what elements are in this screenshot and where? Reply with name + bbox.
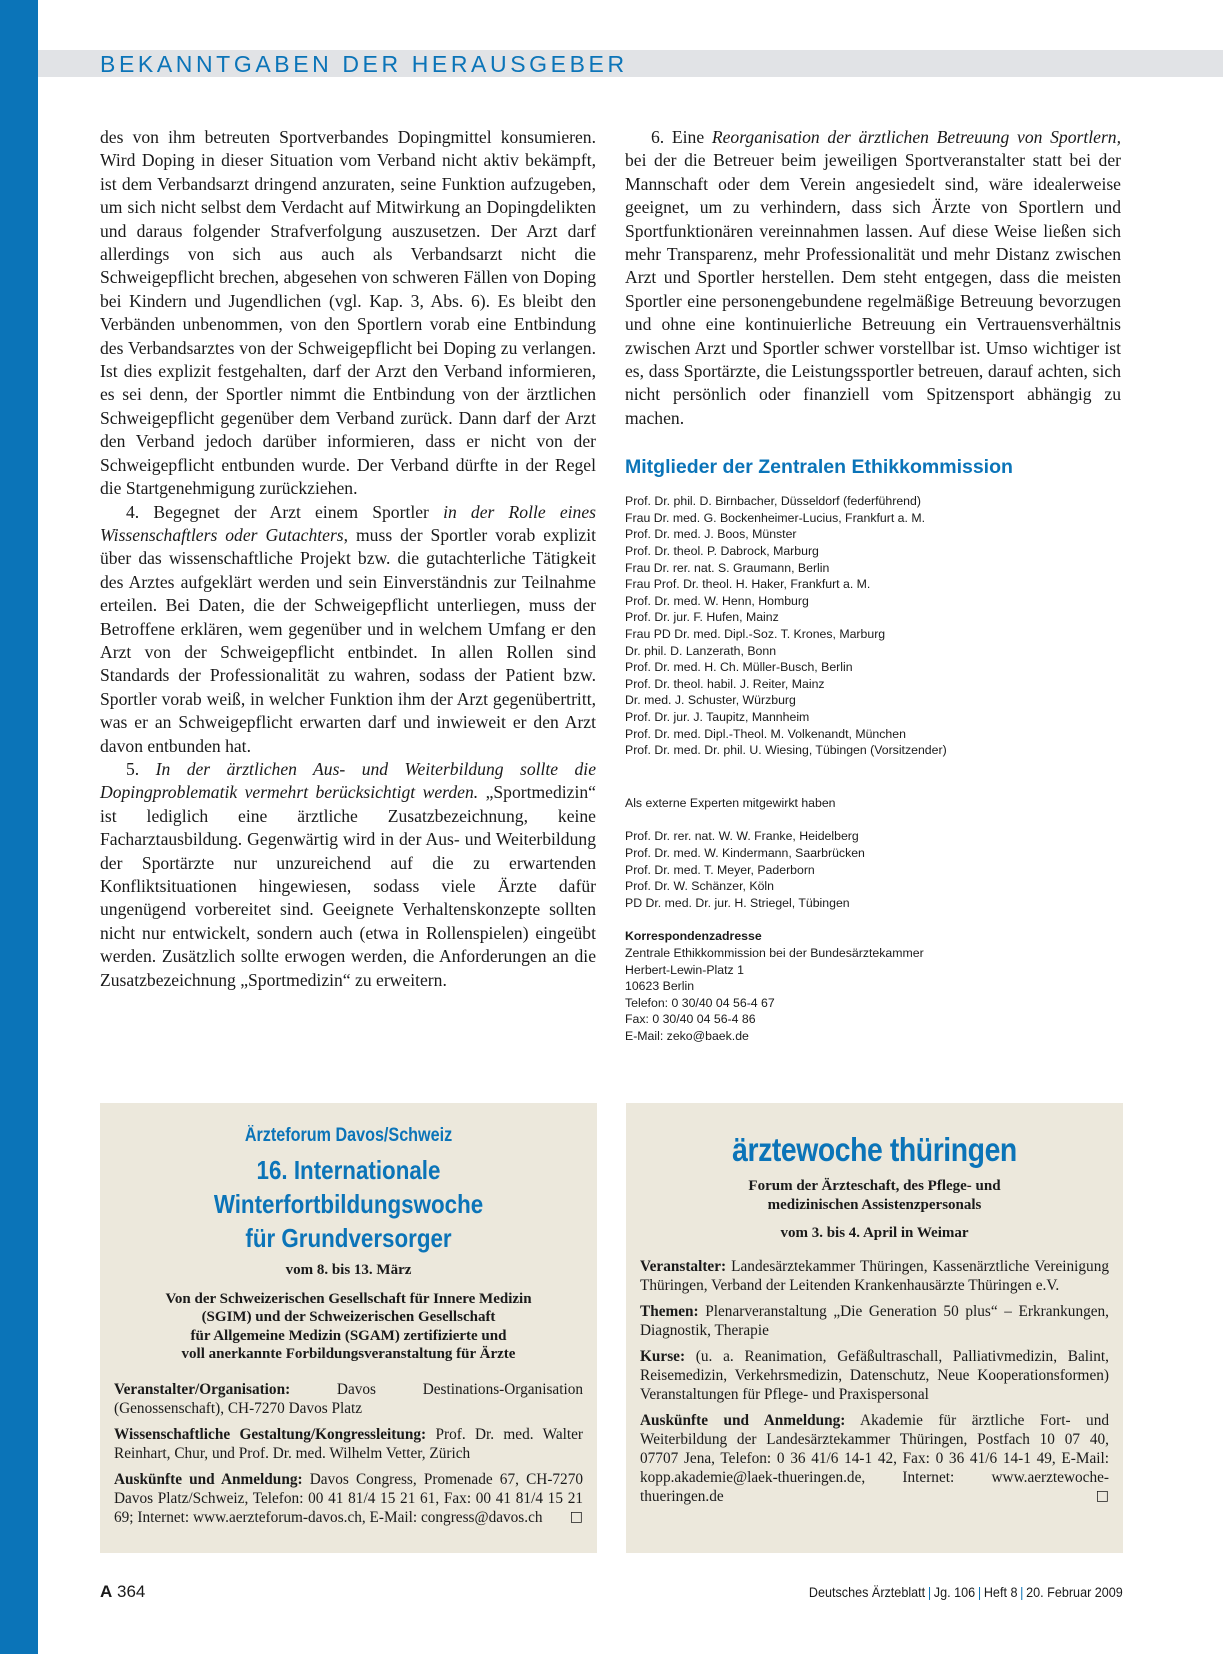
left-color-stripe [0,0,38,1654]
ad-contact: Auskünfte und Anmeldung: Davos Congress, Promenade 67, CH-7270 Davos Platz/Schweiz, Telefon: 00 41 81/4 15 21 61, Fax: 00 41 81/4 15 21 69; Internet: www.aerzteforum-davos.ch, E-Mail: congress@davos.ch □ [114,1470,584,1526]
section-title: BEKANNTGABEN DER HERAUSGEBER [100,51,628,77]
separator: | [928,1584,932,1600]
paragraph: 6. Eine Reorganisation der ärztlichen Betreuung von Sportlern, bei der die Betreuer beim jeweiligen Sportveranstalter statt bei der Mannschaft oder dem Verein angesiedelt sind, wäre idealerweise geeignet, um zu verhindern, dass sich Ärzte von Sportlern und Sportfunktionären vereinnahmen lassen. Auf diese Weise ließen sich mehr Transparenz, mehr Professionalität und mehr Distanz zwischen Arzt und Sportler herstellen. Dem steht entgegen, dass die meisten Sportler eine personengebundene regelmäßige Betreuung bevorzugen und ohne eine kontinuierliche Betreuung ein Vertrauensverhältnis zwischen Arzt und Sportler schwer vorstellbar ist. Umso wichtiger ist es, dass Sportärzte, die Leistungssportler betreuen, darauf achten, sich nicht persönlich oder finanziell vom Spitzensport abhängig zu machen. [625,127,1122,428]
list-item: Frau Dr. rer. nat. S. Graumann, Berlin [625,560,830,575]
list-item: Prof. Dr. med. Dr. phil. U. Wiesing, Tübingen (Vorsitzender) [625,743,947,758]
contact-line: Telefon: 0 30/40 04 56-4 67 [625,995,775,1010]
list-item: Frau Prof. Dr. theol. H. Haker, Frankfurt a. M. [625,577,871,592]
experts-intro: Als externe Experten mitgewirkt haben [625,795,836,810]
ad-certification: Von der Schweizerischen Gesellschaft für Innere Medizin (SGIM) und der Schweizerischen Gesellschaft für Allgemeine Medizin (SGAM) zertifizierte und voll anerkannte Forbildungsveranstaltung für Ärzte [165,1290,532,1362]
members-heading: Mitglieder der Zentralen Ethikkommission [625,456,1013,479]
list-item: Prof. Dr. med. Dipl.-Theol. M. Volkenandt, München [625,726,906,741]
ad-organizer: Veranstalter/Organisation: Davos Destinations-Organisation (Genossenschaft), CH-7270 Davos Platz [114,1380,583,1417]
right-text-column [625,126,1121,1045]
ad-davos [100,1103,597,1553]
ad-scientific-lead: Wissenschaftliche Gestaltung/Kongressleitung: Prof. Dr. med. Walter Reinhart, Chur, und Prof. Dr. med. Wilhelm Vetter, Zürich [114,1425,583,1462]
end-mark-icon: □ [569,1508,583,1525]
ad-title: 16. Internationale Winterfortbildungswoche für Grundversorger [213,1155,484,1253]
separator: | [1020,1584,1024,1600]
list-item: Prof. Dr. med. W. Kindermann, Saarbrücken [625,845,865,860]
ad-subtitle: Forum der Ärzteschaft, des Pflege- und medizinischen Assistenzpersonals [748,1178,1001,1213]
list-item: Prof. Dr. jur. F. Hufen, Mainz [625,610,779,625]
contact-line: Fax: 0 30/40 04 56-4 86 [625,1012,756,1027]
contact-email: E-Mail: zeko@baek.de [625,1028,749,1043]
list-item: Prof. Dr. theol. habil. J. Reiter, Mainz [625,676,825,691]
list-item: Dr. phil. D. Lanzerath, Bonn [625,643,777,658]
paragraph: 4. Begegnet der Arzt einem Sportler in der Rolle eines Wissenschaftlers oder Gutachters, muss der Sportler vorab explizit über das wissenschaftliche Projekt bzw. die gutachterliche Tätigkeit des Arztes aufgeklärt werden und sein Einverständnis zur Teilnahme erteilen. Bei Daten, die der Schweigepflicht unterliegen, muss der Betroffene erklären, wem gegenüber und in welchem Umfang er den Arzt von der Schweigepflicht entbindet. In allen Rollen sind Standards der Professionalität zu wahren, sodass der Patient bzw. Sportler vorab weiß, in welcher Funktion ihm der Arzt gegenübertritt, was er an Schweigepflicht erwarten darf und inwieweit er den Arzt davon entbunden hat. [100,501,596,756]
ad-topics: Themen: Plenarveranstaltung „Die Generation 50 plus“ – Erkrankungen, Diagnostik, Therapie [640,1302,1109,1339]
list-item: Prof. Dr. med. J. Boos, Münster [625,527,797,542]
members-list [625,493,1121,1044]
journal-citation: Deutsches Ärzteblatt | Jg. 106 | Heft 8 | 20. Februar 2009 [809,1584,1123,1600]
list-item: Prof. Dr. W. Schänzer, Köln [625,879,774,894]
ad-date: vom 3. bis 4. April in Weimar [780,1225,969,1241]
list-item: Prof. Dr. theol. P. Dabrock, Marburg [625,544,819,559]
paragraph: des von ihm betreuten Sportverbandes Dopingmittel konsumieren. Wird Doping in dieser Situation vom Verband nicht aktiv bekämpft, ist dem Verbandsarzt dringend anzuraten, seine Funktion aufzugeben, um sich nicht selbst dem Verdacht auf Mitwirkung an Dopingdelikten und daraus folgender Strafverfolgung auszusetzen. Der Arzt darf allerdings von sich aus auch als Verbandsarzt nicht die Schweigepflicht brechen, abgesehen von schweren Fällen von Doping bei Kindern und Jugendlichen (vgl. Kap. 3, Abs. 6). Es bleibt den Verbänden unbenommen, von den Sportlern vorab eine Entbindung des Verbandsarztes von der Schweigepflicht bei Doping zu verlangen. Ist dies explizit festgehalten, darf der Arzt den Verband informieren, es sei denn, der Sportler nimmt die Entbindung von der ärztlichen Schweigepflicht gegenüber dem Verband zurück. Dann darf der Arzt den Verband jedoch darüber informieren, dass er nicht von der Schweigepflicht entbunden wurde. Der Verband dürfte in der Regel die Startgenehmigung zurückziehen. [100,127,596,499]
list-item: PD Dr. med. Dr. jur. H. Striegel, Tübingen [625,895,850,910]
end-mark-icon: □ [1095,1487,1109,1504]
ad-courses: Kurse: (u. a. Reanimation, Gefäßultraschall, Palliativmedizin, Balint, Reisemedizin, Verkehrsmedizin, Datenschutz, Neue Kooperationsformen) Veranstaltungen für Pflege- und Praxispersonal [640,1347,1109,1403]
ad-contact: Auskünfte und Anmeldung: Akademie für ärztliche Fort- und Weiterbildung der Landesärztekammer Thüringen, Postfach 10 07 40, 07707 Jena, Telefon: 0 36 41/6 14-1 42, Fax: 0 36 41/6 14-1 49, E-Mail: kopp.akademie@laek-thueringen.de, Internet: www.aerztewoche-thueringen.de □ [640,1411,1110,1505]
paragraph: 5. In der ärztlichen Aus- und Weiterbildung sollte die Dopingproblematik vermehrt berücksichtigt werden. „Sportmedizin“ ist lediglich eine ärztliche Zusatzbezeichnung, keine Facharztausbildung. Gegenwärtig wird in der Aus- und Weiterbildung der Sportärzte nur unzureichend auf die zu erwartenden Konfliktsituationen hingewiesen, sodass viele Ärzte dafür ungenügend vorbereitet sind. Geeignete Verhaltenskonzepte sollten nicht nur entwickelt, sondern auch (etwa in Rollenspielen) eingeübt werden. Zusätzlich sollte erwogen werden, die Anforderungen an die Zusatzbezeichnung „Sportmedizin“ zu erweitern. [100,758,597,990]
list-item: Prof. Dr. rer. nat. W. W. Franke, Heidelberg [625,829,859,844]
separator: | [978,1584,982,1600]
list-item: Frau PD Dr. med. Dipl.-Soz. T. Krones, Marburg [625,627,886,642]
ad-organizer: Veranstalter: Landesärztekammer Thüringen, Kassenärztliche Vereinigung Thüringen, Verband der Leitenden Krankenhausärzte Thüringen e.V. [640,1257,1109,1294]
list-item: Prof. Dr. jur. J. Taupitz, Mannheim [625,710,810,724]
ad-brand: ärztewoche thüringen [732,1131,1017,1168]
ad-kicker: Ärzteforum Davos/Schweiz [244,1125,453,1146]
page-number: A 364 [100,1582,146,1601]
ad-date: vom 8. bis 13. März [285,1262,412,1278]
left-text-column [100,126,596,992]
list-item: Dr. med. J. Schuster, Würzburg [625,693,796,708]
contact-line: Herbert-Lewin-Platz 1 [625,962,744,977]
contact-line: 10623 Berlin [625,979,695,994]
list-item: Prof. Dr. med. T. Meyer, Paderborn [625,862,815,877]
list-item: Frau Dr. med. G. Bockenheimer-Lucius, Frankfurt a. M. [625,510,926,525]
list-item: Prof. Dr. med. W. Henn, Homburg [625,593,809,608]
ad-aerztewoche [626,1103,1123,1553]
contact-line: Zentrale Ethikkommission bei der Bundesärztekammer [625,945,924,960]
list-item: Prof. Dr. med. H. Ch. Müller-Busch, Berlin [625,660,853,675]
list-item: Prof. Dr. phil. D. Birnbacher, Düsseldorf (federführend) [625,494,921,509]
contact-heading: Korrespondenzadresse [625,929,762,944]
